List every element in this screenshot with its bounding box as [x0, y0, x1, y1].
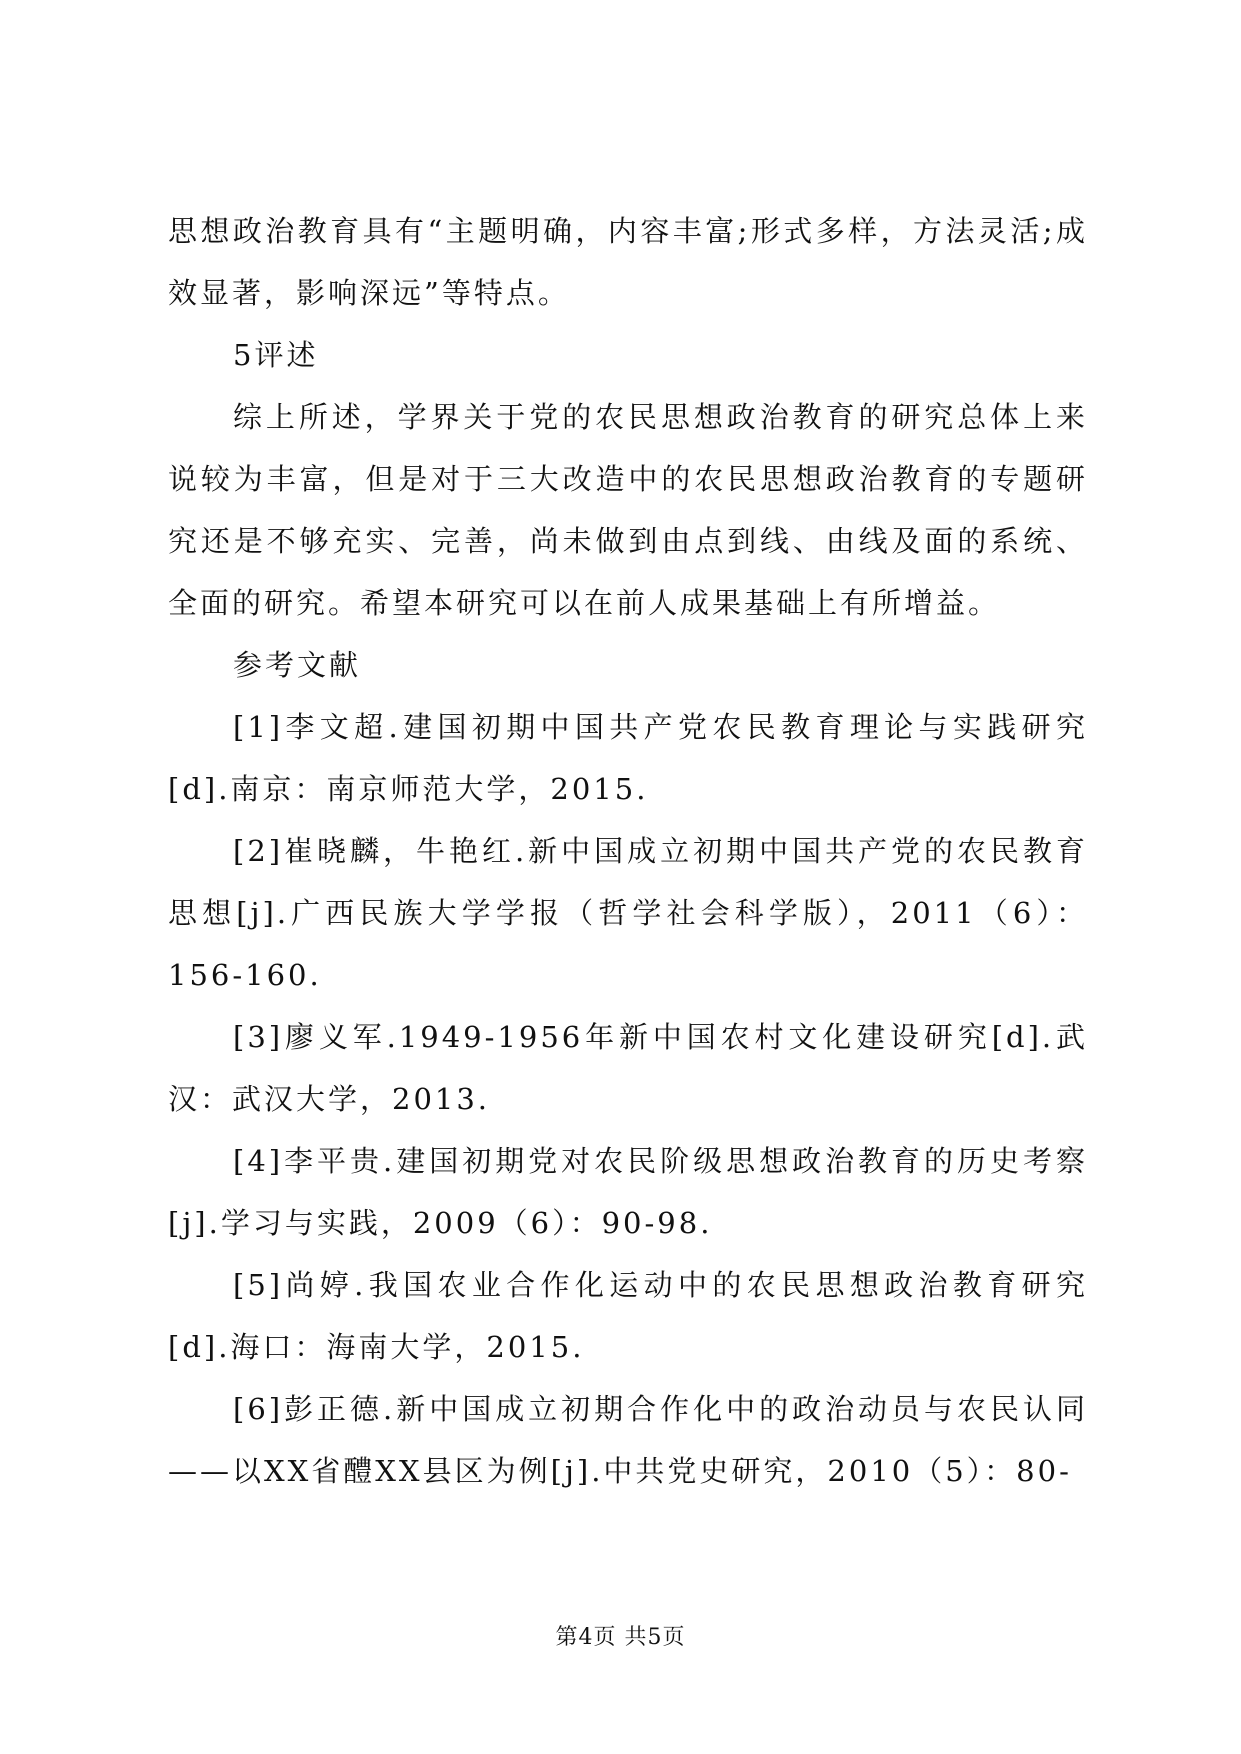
- reference-item-6: [6]彭正德.新中国成立初期合作化中的政治动员与农民认同——以XX省醴XX县区为例[j].中共党史研究，2010（5）：80-: [168, 1392, 1088, 1488]
- reference-item-1: [1]李文超.建国初期中国共产党农民教育理论与实践研究[d].南京：南京师范大学，2015.: [168, 710, 1088, 806]
- document-body: [168, 200, 1088, 1502]
- paragraph-1: 思想政治教育具有“主题明确，内容丰富;形式多样，方法灵活;成效显著，影响深远”等特点。: [168, 214, 1088, 310]
- reference-item-4: [4]李平贵.建国初期党对农民阶级思想政治教育的历史考察[j].学习与实践，2009（6）：90-98.: [168, 1144, 1088, 1240]
- reference-item-2: [2]崔晓麟，牛艳红.新中国成立初期中国共产党的农民教育思想[j].广西民族大学学报（哲学社会科学版），2011（6）：156-160.: [168, 834, 1088, 992]
- paragraph-2: 综上所述，学界关于党的农民思想政治教育的研究总体上来说较为丰富，但是对于三大改造中的农民思想政治教育的专题研究还是不够充实、完善，尚未做到由点到线、由线及面的系统、全面的研究。希望本研究可以在前人成果基础上有所增益。: [168, 400, 1088, 620]
- references-heading: 参考文献: [233, 648, 362, 682]
- reference-item-3: [3]廖义军.1949-1956年新中国农村文化建设研究[d].武汉：武汉大学，2013.: [168, 1020, 1088, 1116]
- section-heading-review: 5评述: [233, 338, 319, 372]
- page-footer: 第4页 共5页: [555, 1625, 686, 1650]
- reference-item-5: [5]尚婷.我国农业合作化运动中的农民思想政治教育研究[d].海口：海南大学，2015.: [168, 1268, 1088, 1364]
